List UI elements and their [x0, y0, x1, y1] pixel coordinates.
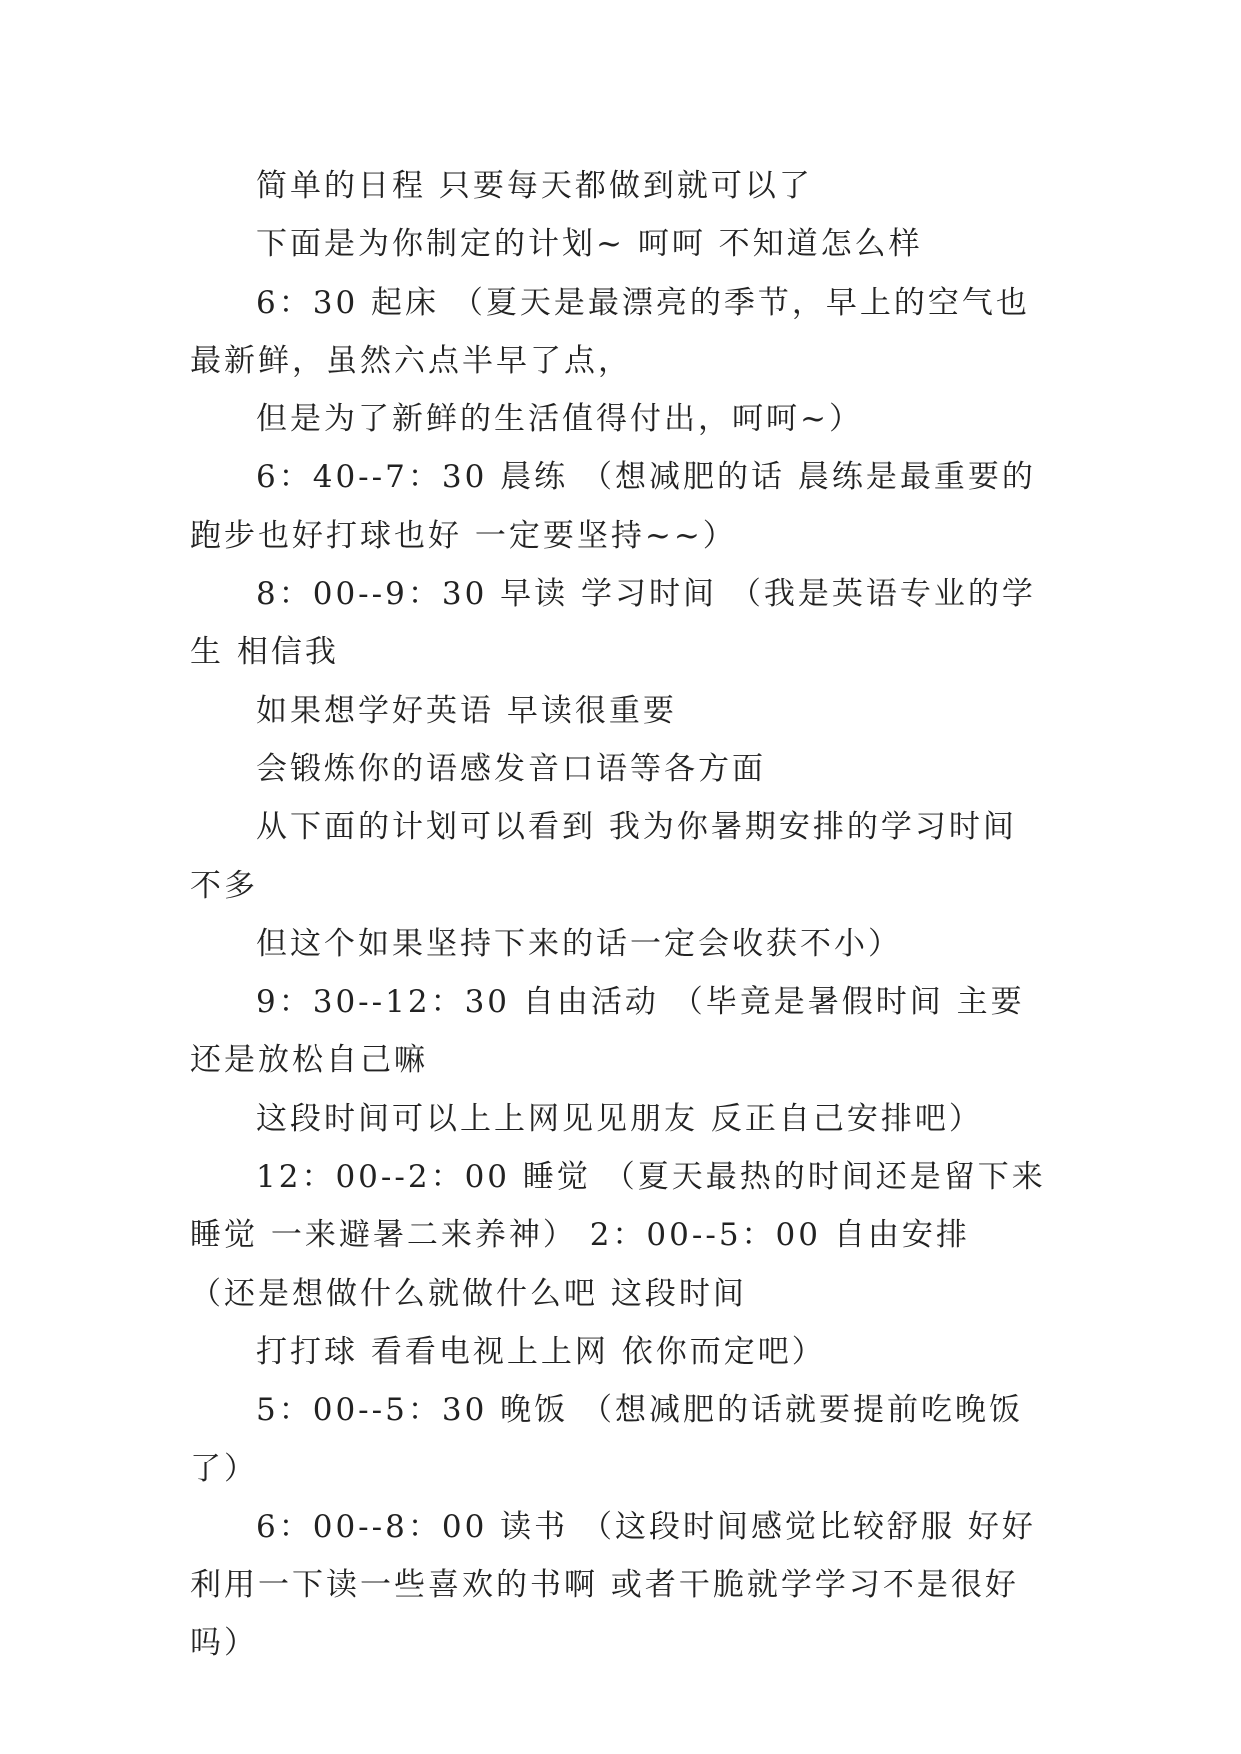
- paragraph-dinner: 5：00--5：30 晚饭 （想减肥的话就要提前吃晚饭了）: [190, 1392, 1023, 1487]
- paragraph-evening-reading: 6：00--8：00 读书 （这段时间感觉比较舒服 好好利用一下读一些喜欢的书啊 或者干脆就学学习不是很好吗）: [190, 1508, 1036, 1662]
- paragraph-plan-intro: 下面是为你制定的计划~ 呵呵 不知道怎么样: [256, 226, 923, 263]
- paragraph-morning-exercise: 6：40--7：30 晨练 （想减肥的话 晨练是最重要的 跑步也好打球也好 一定要坚持~~）: [190, 459, 1036, 554]
- paragraph-language-skills: 会锻炼你的语感发音口语等各方面: [256, 750, 766, 787]
- paragraph-free-activity: 9：30--12：30 自由活动 （毕竟是暑假时间 主要还是放松自己嘛: [190, 984, 1025, 1079]
- paragraph-english-tip: 如果想学好英语 早读很重要: [256, 692, 677, 729]
- document-body: [190, 157, 1050, 1673]
- paragraph-free-activity-note: 这段时间可以上上网见见朋友 反正自己安排吧）: [256, 1100, 983, 1137]
- paragraph-study-time: 从下面的计划可以看到 我为你暑期安排的学习时间不多: [190, 809, 1017, 904]
- paragraph-persistence: 但这个如果坚持下来的话一定会收获不小）: [256, 925, 902, 962]
- paragraph-free-time-note: 打打球 看看电视上上网 依你而定吧）: [256, 1333, 826, 1370]
- paragraph-nap-and-free-time: 12：00--2：00 睡觉 （夏天最热的时间还是留下来睡觉 一来避暑二来养神） 2：00--5：00 自由安排 （还是想做什么就做什么吧 这段时间: [190, 1159, 1046, 1312]
- paragraph-wake-up: 6：30 起床 （夏天是最漂亮的季节，早上的空气也最新鲜，虽然六点半早了点，: [190, 284, 1030, 379]
- paragraph-intro: 简单的日程 只要每天都做到就可以了: [256, 168, 813, 204]
- paragraph-wake-up-note: 但是为了新鲜的生活值得付出，呵呵~）: [256, 401, 863, 438]
- paragraph-morning-reading: 8：00--9：30 早读 学习时间 （我是英语专业的学生 相信我: [190, 576, 1036, 671]
